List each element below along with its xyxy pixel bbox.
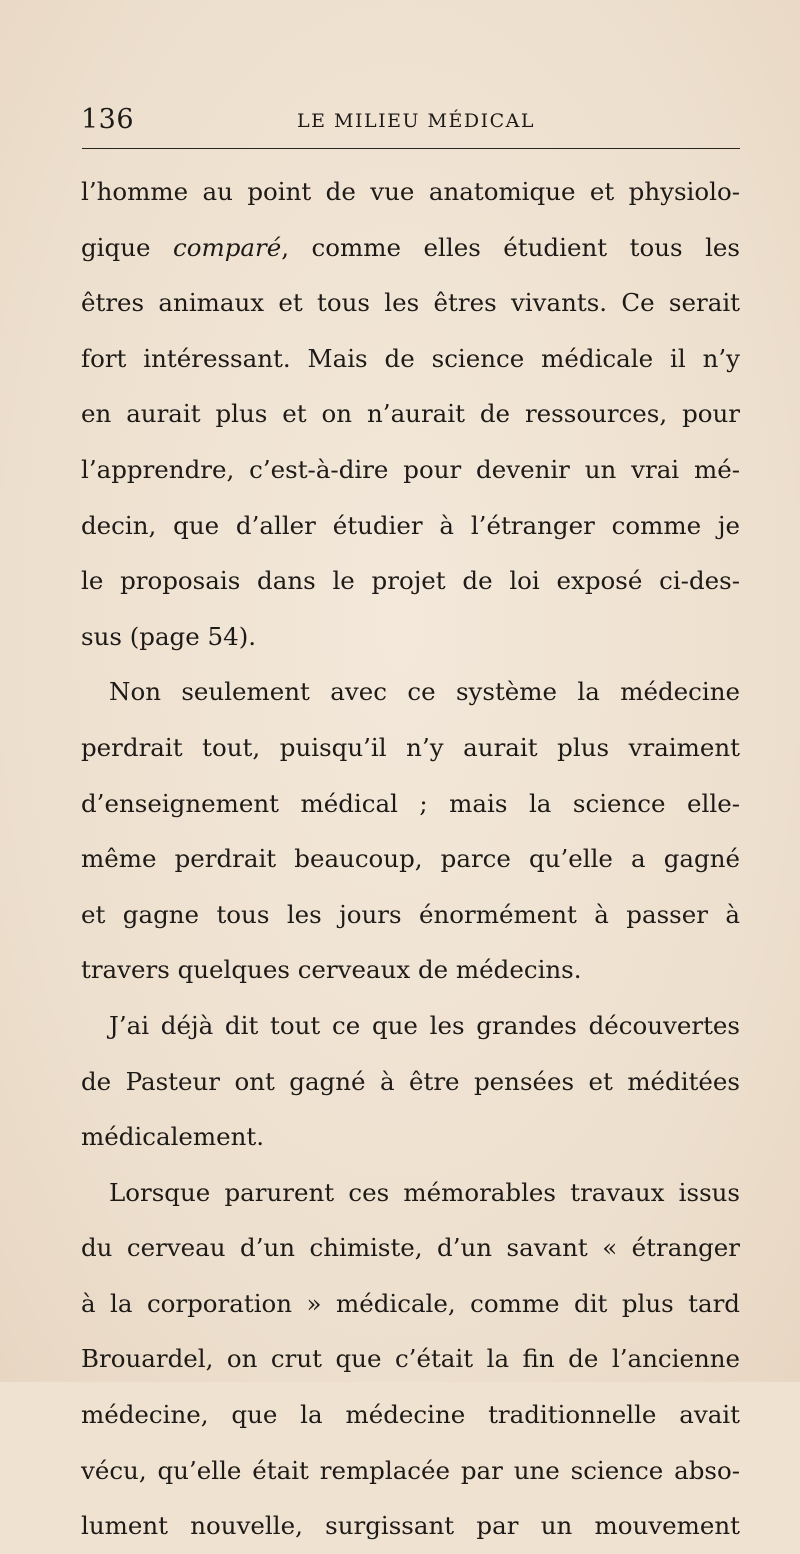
italic-word: comparé <box>173 232 282 262</box>
text-line: de Pasteur ont gagné à être pensées et méditées <box>81 1066 740 1096</box>
text-line: Brouardel, on crut que c’était la fin de l’ancienne <box>81 1344 740 1374</box>
text-line: l’homme au point de vue anatomique et physiolo- <box>81 177 740 206</box>
text-line: fort intéressant. Mais de science médicale il n’y <box>81 343 740 373</box>
text-line-indented: Lorsque parurent ces mémorables travaux issus <box>109 1177 740 1207</box>
text-line: l’apprendre, c’est-à-dire pour devenir un vrai mé- <box>81 454 740 484</box>
text-line-indented: Non seulement avec ce système la médecine <box>109 677 740 707</box>
text-line: gique comparé, comme elles étudient tous les <box>81 232 740 262</box>
text-line: médicalement. <box>81 1122 265 1152</box>
text-line: perdrait tout, puisqu’il n’y aurait plus vraiment <box>81 732 740 762</box>
text-line: êtres animaux et tous les êtres vivants. Ce serait <box>81 288 740 318</box>
text-line: travers quelques cerveaux de médecins. <box>81 955 582 985</box>
page-number: 136 <box>81 104 135 135</box>
text-line: vécu, qu’elle était remplacée par une science abso- <box>81 1455 740 1485</box>
text-line: médecine, que la médecine traditionnelle avait <box>81 1400 740 1430</box>
text-line: en aurait plus et on n’aurait de ressources, pour <box>81 399 740 429</box>
text-line: decin, que d’aller étudier à l’étranger comme je <box>81 510 740 540</box>
text-line: du cerveau d’un chimiste, d’un savant « étranger <box>81 1233 740 1263</box>
text-line: lument nouvelle, surgissant par un mouvement <box>81 1511 740 1541</box>
text-line: à la corporation » médicale, comme dit plus tard <box>81 1288 740 1318</box>
text-line: et gagne tous les jours énormément à passer à <box>81 899 740 929</box>
text-line-indented: J’ai déjà dit tout ce que les grandes découvertes <box>109 1010 740 1040</box>
body-text <box>81 164 740 1554</box>
running-head <box>81 100 741 144</box>
text-line: d’enseignement médical ; mais la science elle- <box>81 788 740 818</box>
text-line: le proposais dans le projet de loi exposé ci-des- <box>81 566 740 596</box>
running-title: LE MILIEU MÉDICAL <box>297 110 535 132</box>
text-line: même perdrait beaucoup, parce qu’elle a gagné <box>81 844 740 874</box>
text-line: sus (page 54). <box>81 621 257 651</box>
header-rule <box>82 148 740 149</box>
